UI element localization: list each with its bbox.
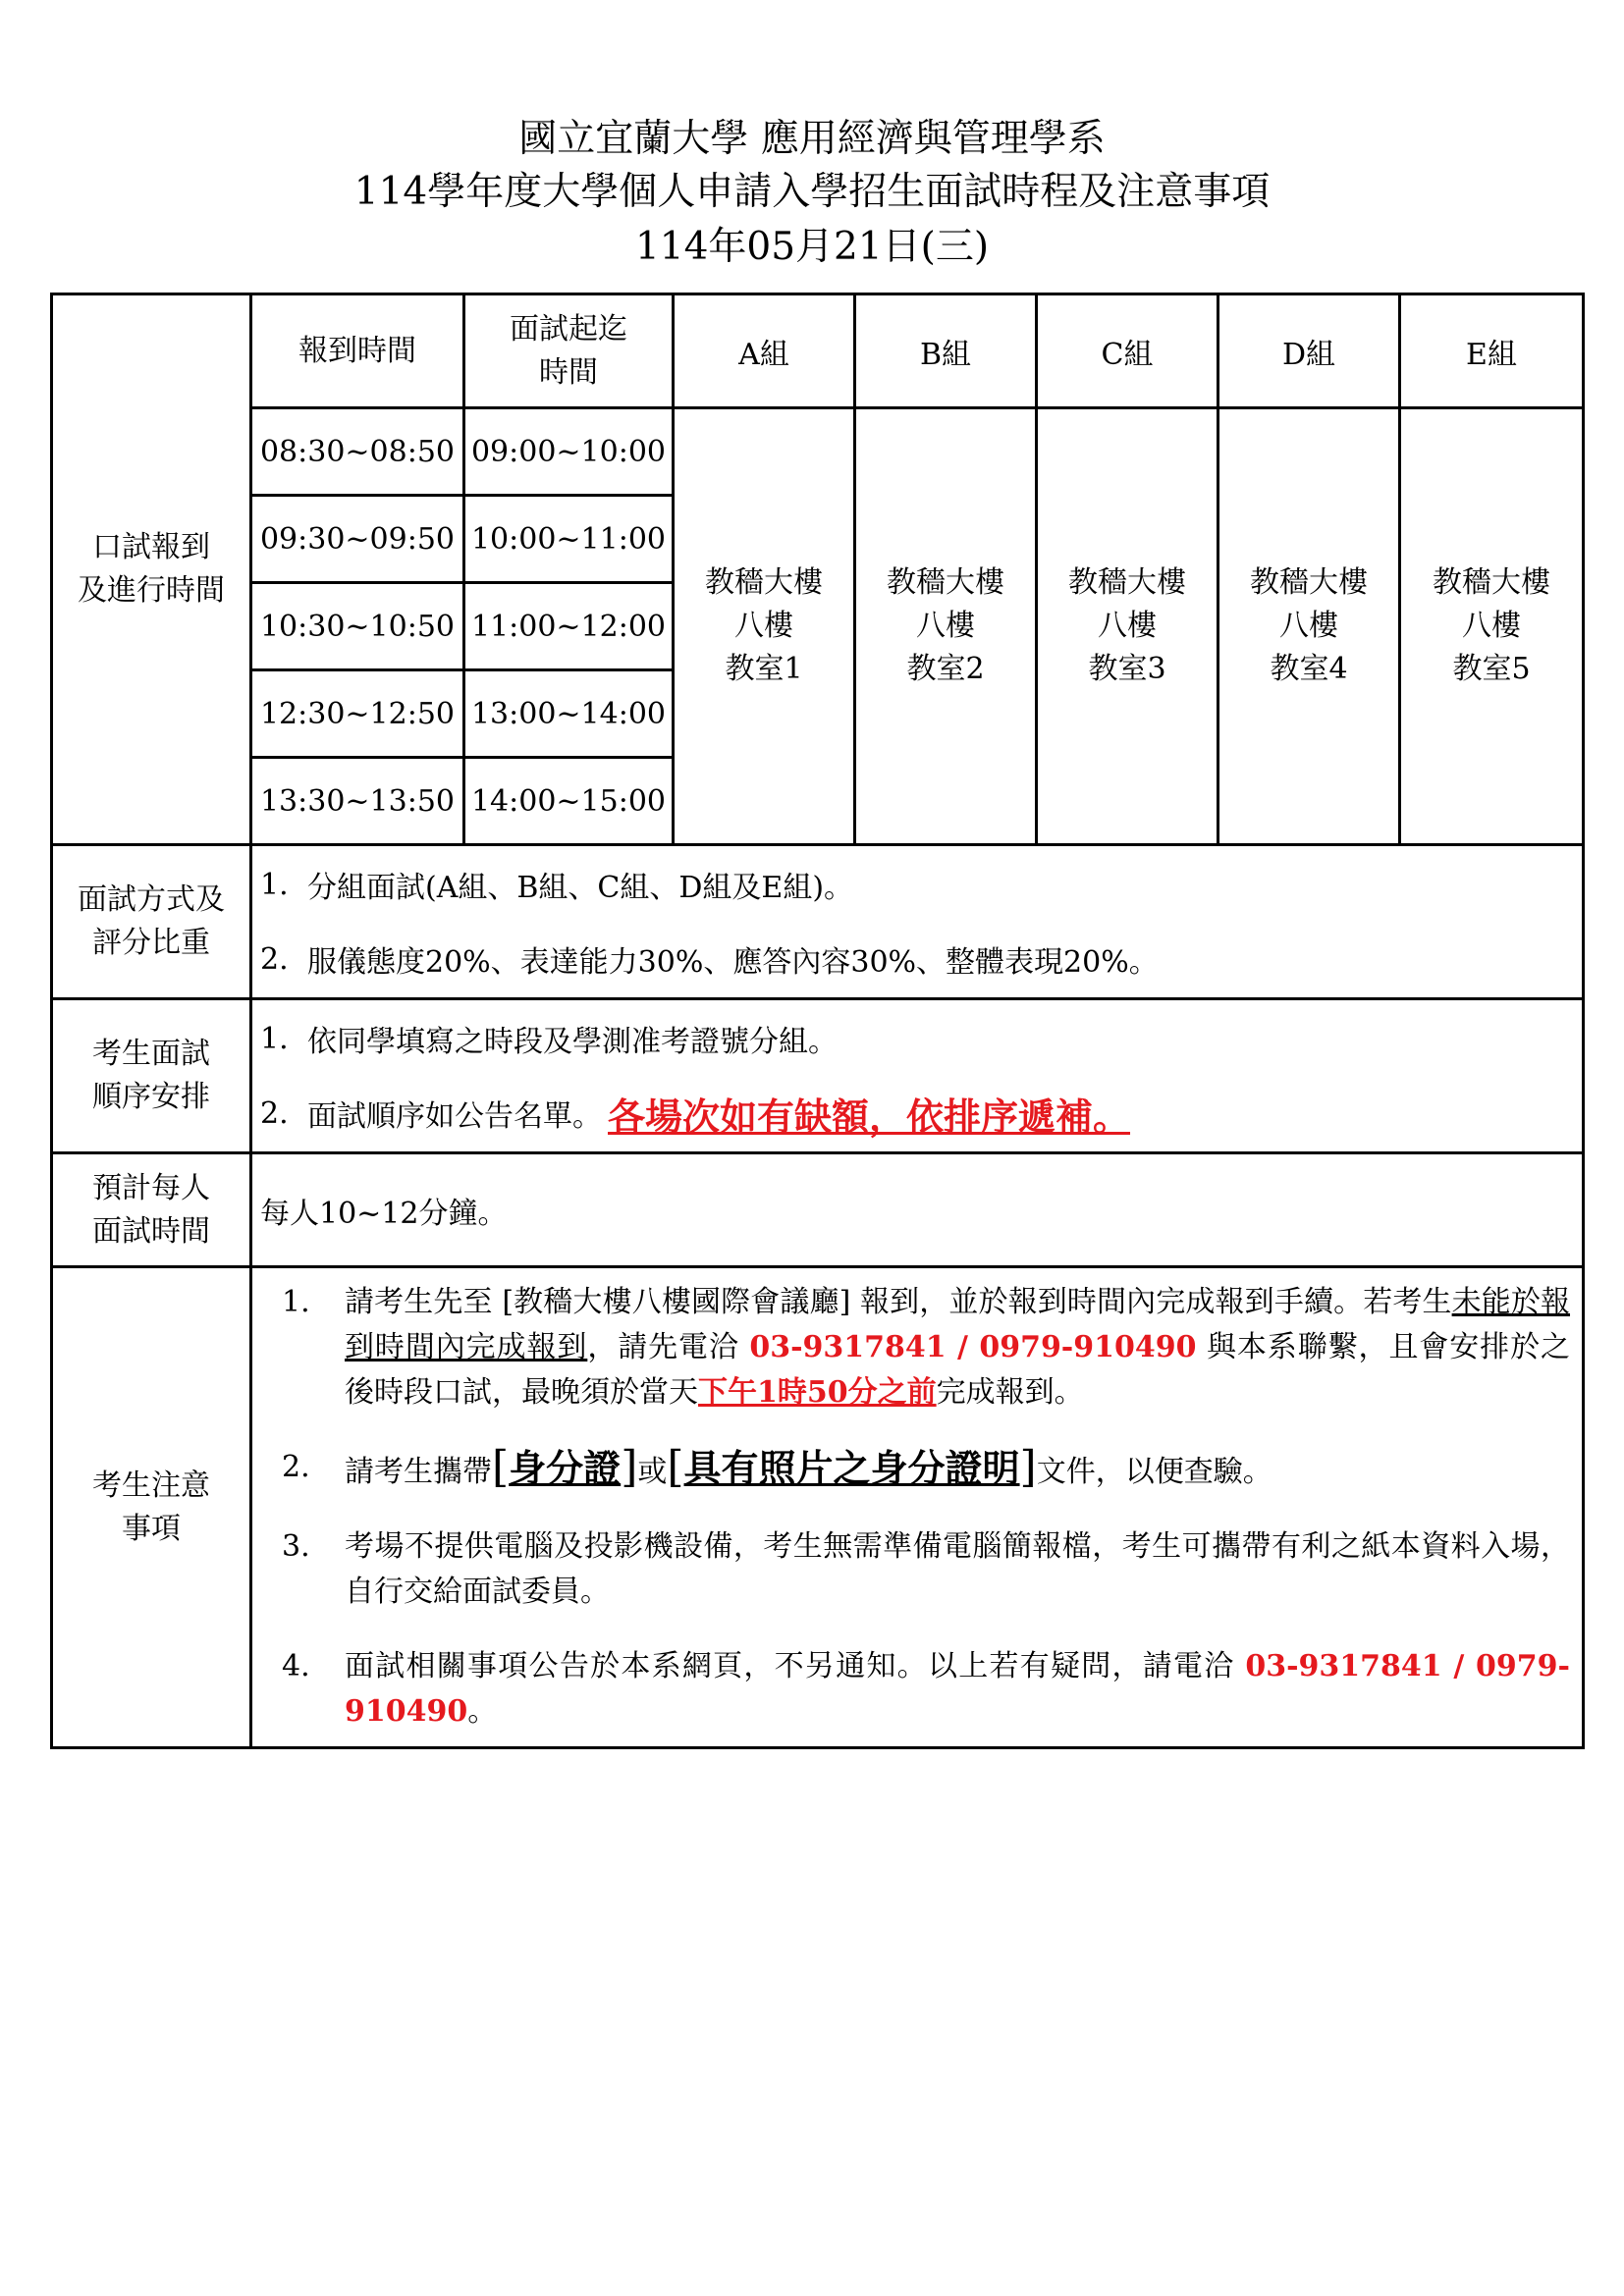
- time-slot-row: [52, 408, 1584, 496]
- schedule-table: [50, 293, 1585, 1749]
- order-label: 考生面試 順序安排: [52, 999, 251, 1153]
- room-a: 教穡大樓 八樓 教室1: [674, 408, 855, 845]
- checkin-time: 12:30~12:50: [251, 670, 464, 758]
- interview-time: 10:00~11:00: [464, 496, 674, 583]
- interview-time: 09:00~10:00: [464, 408, 674, 496]
- room-c: 教穡大樓 八樓 教室3: [1037, 408, 1218, 845]
- interview-time-header: 面試起迄 時間: [464, 294, 674, 408]
- group-header-b: B組: [855, 294, 1037, 408]
- list-item: 2. 服儀態度20%、表達能力30%、應答內容30%、整體表現20%。: [260, 941, 1159, 980]
- duration-content: 每人10~12分鐘。: [251, 1153, 1584, 1267]
- interview-time: 14:00~15:00: [464, 758, 674, 845]
- room-e: 教穡大樓 八樓 教室5: [1400, 408, 1584, 845]
- note-item: 1. 請考生先至 [教穡大樓八樓國際會議廳] 報到，並於報到時間內完成報到手續。若考生未能於報到時間內完成報到，請先電洽 03-9317841 / 0979-910490 與本系聯繫，且會安排於之後時段口試，最晚須於當天下午1時50分之前完成報到。: [282, 1285, 1571, 1410]
- interview-time: 13:00~14:00: [464, 670, 674, 758]
- room-b: 教穡大樓 八樓 教室2: [855, 408, 1037, 845]
- checkin-time: 08:30~08:50: [251, 408, 464, 496]
- method-label: 面試方式及 評分比重: [52, 845, 251, 999]
- group-header-c: C組: [1037, 294, 1218, 408]
- document-title: 國立宜蘭大學 應用經濟與管理學系: [518, 117, 1106, 161]
- document-subtitle: 114學年度大學個人申請入學招生面試時程及注意事項: [353, 170, 1271, 214]
- schedule-row-label: 口試報到 及進行時間: [52, 294, 251, 845]
- notes-label: 考生注意 事項: [52, 1267, 251, 1748]
- list-item: 2. 面試順序如公告名單。 各場次如有缺額，依排序遞補。: [260, 1076, 1574, 1150]
- checkin-time: 10:30~10:50: [251, 583, 464, 670]
- checkin-time: 13:30~13:50: [251, 758, 464, 845]
- checkin-time-header: 報到時間: [251, 294, 464, 408]
- contact-phone: 03-9317841 / 0979-910490: [345, 1649, 1570, 1729]
- note-item: 2. 請考生攜帶[身分證]或[具有照片之身分證明]文件，以便查驗。: [282, 1442, 1272, 1492]
- id-card-text: 身分證: [509, 1446, 622, 1490]
- checkin-time: 09:30~09:50: [251, 496, 464, 583]
- group-header-e: E組: [1400, 294, 1584, 408]
- document-date: 114年05月21日(三): [634, 225, 990, 269]
- group-header-a: A組: [674, 294, 855, 408]
- photo-id-text: 具有照片之身分證明: [683, 1446, 1020, 1490]
- order-content: [251, 999, 1584, 1153]
- contact-phone: 03-9317841 / 0979-910490: [749, 1330, 1197, 1364]
- list-item: 1. 分組面試(A組、B組、C組、D組及E組)。: [260, 867, 854, 905]
- interview-time: 11:00~12:00: [464, 583, 674, 670]
- notes-content: [251, 1267, 1584, 1748]
- note-item: 4. 面試相關事項公告於本系網頁，不另通知。以上若有疑問，請電洽 03-9317841 / 0979-910490。: [282, 1649, 1570, 1729]
- late-checkin-text: 未能於報到時間內完成報到: [345, 1285, 1571, 1364]
- list-item: 1. 依同學填寫之時段及學測准考證號分組。: [260, 1021, 838, 1059]
- room-d: 教穡大樓 八樓 教室4: [1218, 408, 1400, 845]
- duration-label: 預計每人 面試時間: [52, 1153, 251, 1267]
- note-item: 3. 考場不提供電腦及投影機設備，考生無需準備電腦簡報檔，考生可攜帶有利之紙本資料入場，自行交給面試委員。: [282, 1529, 1570, 1609]
- method-content: [251, 845, 1584, 999]
- deadline-text: 下午1時50分之前: [698, 1375, 937, 1410]
- group-header-d: D組: [1218, 294, 1400, 408]
- vacancy-notice: 各場次如有缺額，依排序遞補。: [608, 1094, 1131, 1139]
